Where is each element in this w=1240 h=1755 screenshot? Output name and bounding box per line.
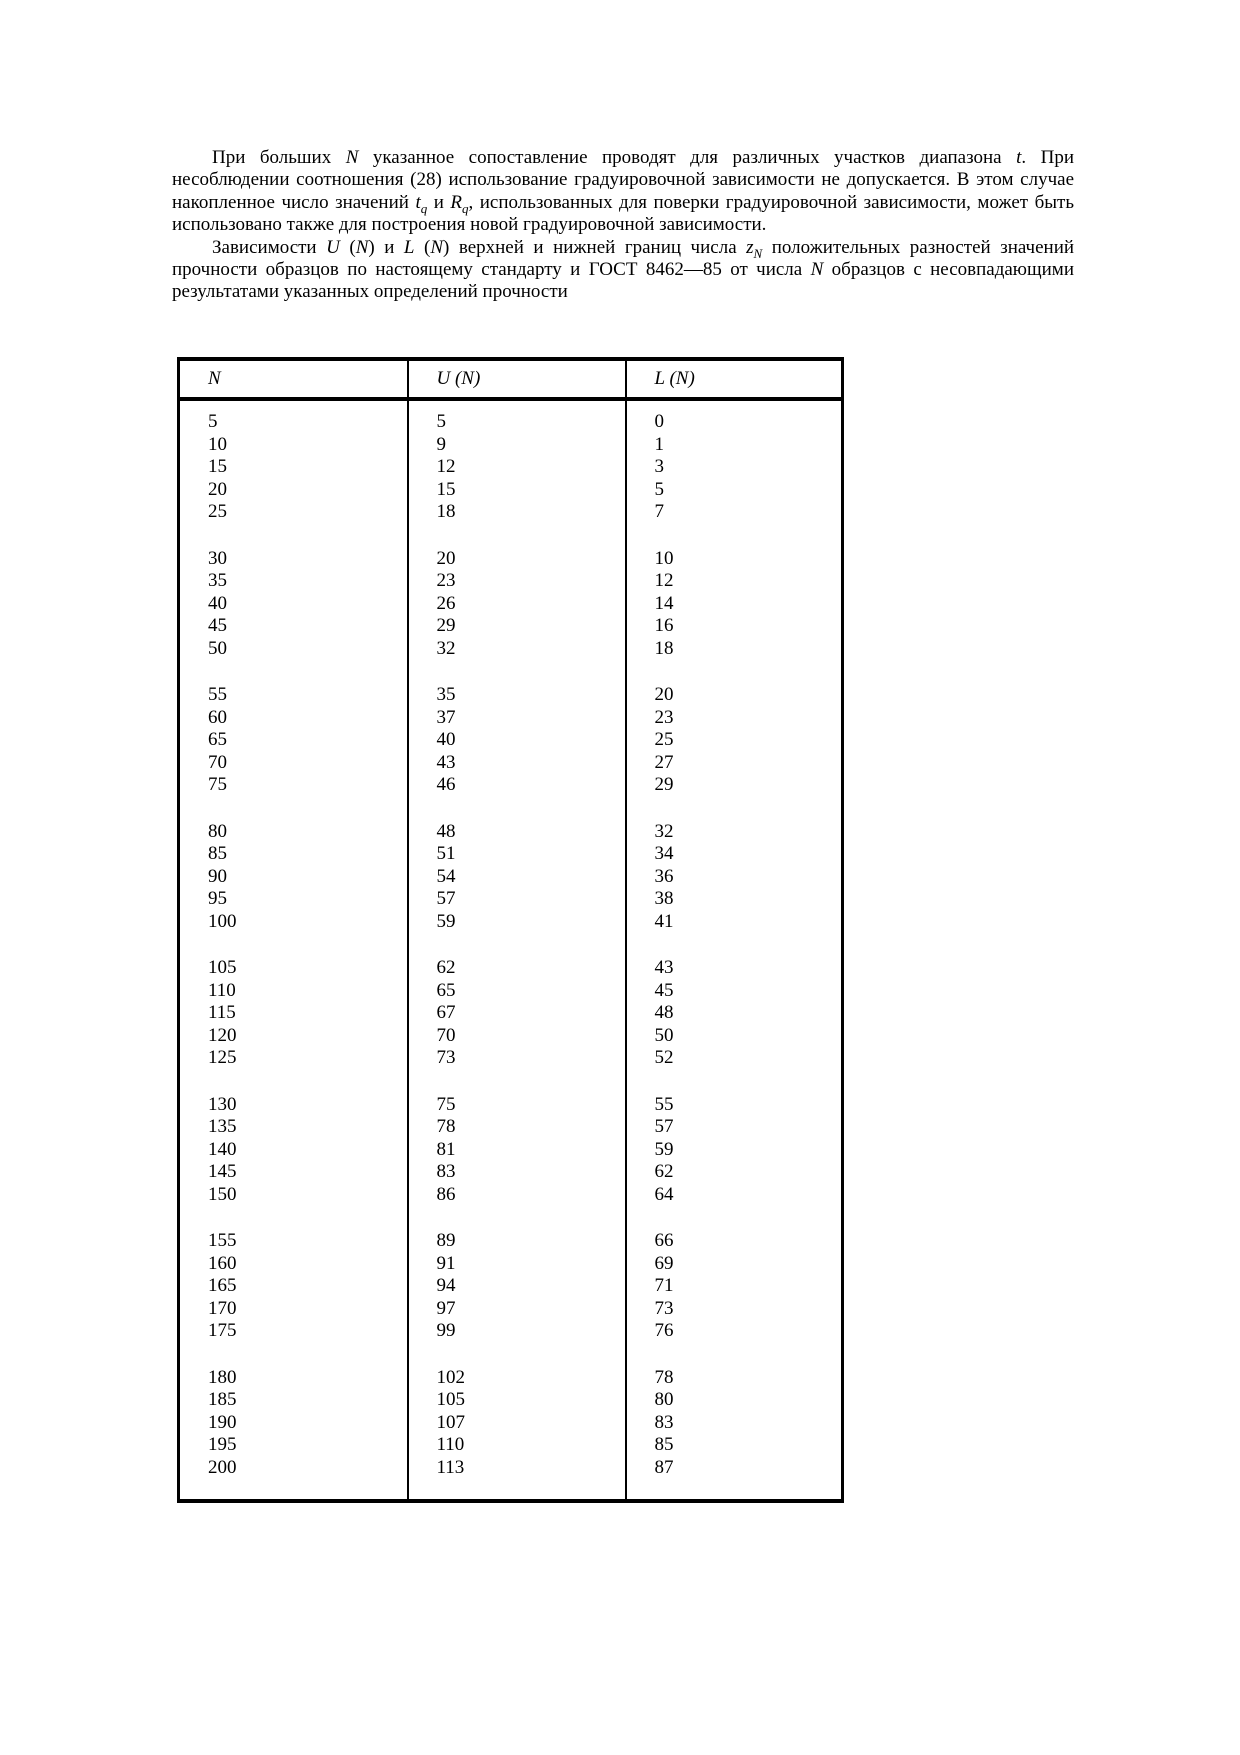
cell-n: 180 bbox=[179, 1367, 408, 1390]
spacer-cell bbox=[408, 1343, 626, 1367]
cell-l: 12 bbox=[654, 570, 674, 591]
table-row bbox=[179, 911, 843, 934]
cell-u: 57 bbox=[408, 888, 626, 911]
spacer-row bbox=[179, 933, 843, 957]
spacer-cell bbox=[179, 1343, 408, 1367]
table-head bbox=[179, 359, 843, 399]
cell-l: 32 bbox=[654, 820, 674, 842]
cell-l: 87 bbox=[654, 1456, 674, 1478]
cell-n: 25 bbox=[179, 501, 408, 524]
spacer-cell bbox=[179, 1206, 408, 1230]
spacer-cell bbox=[179, 797, 408, 821]
cell-l: 85 bbox=[654, 1434, 674, 1455]
cell-u: 23 bbox=[408, 570, 626, 593]
math-symbol: L bbox=[403, 236, 415, 258]
cell-l: 38 bbox=[654, 888, 674, 909]
spacer-cell bbox=[408, 660, 626, 684]
table-row bbox=[179, 456, 843, 479]
spacer-cell bbox=[408, 1479, 626, 1501]
math-symbol: N bbox=[345, 147, 359, 168]
cell-u: 35 bbox=[408, 684, 626, 707]
cell-u: 5 bbox=[408, 411, 626, 434]
table-row bbox=[179, 1025, 843, 1048]
cell-u: 32 bbox=[408, 638, 626, 661]
cell-u: 83 bbox=[408, 1161, 626, 1184]
cell-n: 40 bbox=[179, 593, 408, 616]
cell-n: 85 bbox=[179, 843, 408, 866]
cell-u: 48 bbox=[408, 821, 626, 844]
cell-n: 125 bbox=[179, 1047, 408, 1070]
cell-l: 25 bbox=[654, 729, 674, 750]
cell-n: 80 bbox=[179, 821, 408, 844]
table-row bbox=[179, 707, 843, 730]
cell-n: 145 bbox=[179, 1161, 408, 1184]
cell-l: 0 bbox=[654, 411, 664, 432]
cell-u: 107 bbox=[408, 1412, 626, 1435]
cell-n: 165 bbox=[179, 1275, 408, 1298]
cell-l: 10 bbox=[654, 547, 674, 569]
cell-n: 45 bbox=[179, 615, 408, 638]
cell-l: 20 bbox=[654, 684, 674, 705]
cell-u: 81 bbox=[408, 1139, 626, 1162]
table-row bbox=[179, 866, 843, 889]
cell-l: 27 bbox=[654, 751, 674, 773]
table-row bbox=[179, 1389, 843, 1412]
cell-l: 57 bbox=[654, 1116, 674, 1137]
cell-n: 155 bbox=[179, 1230, 408, 1253]
table-row bbox=[179, 1457, 843, 1480]
table-row bbox=[179, 821, 843, 844]
cell-n: 50 bbox=[179, 638, 408, 661]
cell-u: 89 bbox=[408, 1230, 626, 1253]
cell-u: 46 bbox=[408, 774, 626, 797]
paragraph-dependencies: Зависимости U (N) и L (N) верхней и нижней границ числа $z_N$ положительных разностей значений прочности образцов по настоящему стандарту и ГОСТ 8462—85 от числа N образцов с несовпадающими результатами указанных определений прочности bbox=[172, 236, 1075, 303]
spacer-row bbox=[179, 524, 843, 548]
cell-n: 110 bbox=[179, 980, 408, 1003]
table-row bbox=[179, 593, 843, 616]
table-row bbox=[179, 957, 843, 980]
table-row bbox=[179, 548, 843, 571]
cell-u: 94 bbox=[408, 1275, 626, 1298]
table-row bbox=[179, 411, 843, 434]
math-symbol: t bbox=[1016, 147, 1022, 168]
spacer-cell bbox=[626, 524, 843, 548]
table-row bbox=[179, 1320, 843, 1343]
table-row bbox=[179, 1412, 843, 1435]
cell-u: 110 bbox=[408, 1434, 626, 1457]
cell-l: 16 bbox=[654, 615, 674, 636]
table-row bbox=[179, 434, 843, 457]
cell-u: 73 bbox=[408, 1047, 626, 1070]
cell-u: 97 bbox=[408, 1298, 626, 1321]
cell-l: 71 bbox=[654, 1275, 674, 1296]
cell-u: 9 bbox=[408, 434, 626, 457]
cell-n: 195 bbox=[179, 1434, 408, 1457]
cell-u: 37 bbox=[408, 707, 626, 730]
table-row bbox=[179, 570, 843, 593]
header-row bbox=[179, 359, 843, 399]
math-symbol: N bbox=[810, 259, 824, 281]
table-row bbox=[179, 888, 843, 911]
spacer-cell bbox=[179, 1479, 408, 1501]
cell-u: 18 bbox=[408, 501, 626, 524]
cell-l: 69 bbox=[654, 1252, 674, 1274]
table-row bbox=[179, 752, 843, 775]
subscript: q bbox=[420, 200, 428, 216]
cell-n: 200 bbox=[179, 1457, 408, 1480]
spacer-cell bbox=[408, 933, 626, 957]
cell-l: 5 bbox=[654, 478, 664, 500]
cell-u: 65 bbox=[408, 980, 626, 1003]
cell-u: 70 bbox=[408, 1025, 626, 1048]
cell-u: 62 bbox=[408, 957, 626, 980]
table-row bbox=[179, 1184, 843, 1207]
cell-n: 115 bbox=[179, 1002, 408, 1025]
cell-u: 43 bbox=[408, 752, 626, 775]
cell-n: 65 bbox=[179, 729, 408, 752]
table-row bbox=[179, 1434, 843, 1457]
cell-u: 54 bbox=[408, 866, 626, 889]
table-row bbox=[179, 1116, 843, 1139]
cell-n: 15 bbox=[179, 456, 408, 479]
spacer-cell bbox=[179, 524, 408, 548]
spacer-cell bbox=[408, 1206, 626, 1230]
table-row bbox=[179, 1139, 843, 1162]
cell-u: 40 bbox=[408, 729, 626, 752]
cell-n: 70 bbox=[179, 752, 408, 775]
table-row bbox=[179, 1002, 843, 1025]
cell-u: 26 bbox=[408, 593, 626, 616]
table-row bbox=[179, 1094, 843, 1117]
cell-n: 75 bbox=[179, 774, 408, 797]
math-symbol: N bbox=[430, 236, 443, 258]
spacer-row bbox=[179, 1070, 843, 1094]
cell-n: 190 bbox=[179, 1412, 408, 1435]
spacer-row bbox=[179, 797, 843, 821]
table-row bbox=[179, 843, 843, 866]
column-header-n: N bbox=[179, 359, 408, 399]
table-row bbox=[179, 684, 843, 707]
cell-l: 66 bbox=[654, 1230, 674, 1251]
cell-u: 59 bbox=[408, 911, 626, 934]
spacer-cell bbox=[179, 1070, 408, 1094]
cell-u: 102 bbox=[408, 1367, 626, 1390]
cell-l: 50 bbox=[654, 1024, 674, 1046]
subscript: N bbox=[753, 245, 763, 261]
cell-l: 3 bbox=[654, 456, 664, 477]
cell-n: 60 bbox=[179, 707, 408, 730]
cell-u: 99 bbox=[408, 1320, 626, 1343]
cell-l: 7 bbox=[654, 501, 664, 522]
cell-u: 78 bbox=[408, 1116, 626, 1139]
cell-l: 83 bbox=[654, 1411, 674, 1433]
paragraph-intro: При больших N указанное сопоставление проводят для различных участков диапазона t. При несоблюдении соотношения (28) использование градуировочной зависимости не допускается. В этом случае накопленное число значений $t_q$ и $R_q$, использованных для поверки градуировочной зависимости, может быть использовано также для построения новой градуировочной зависимости. bbox=[172, 147, 1074, 236]
cell-l: 64 bbox=[654, 1183, 674, 1205]
cell-l: 62 bbox=[654, 1161, 674, 1182]
cell-l: 52 bbox=[654, 1047, 674, 1068]
table-row bbox=[179, 1275, 843, 1298]
cell-l: 78 bbox=[654, 1366, 674, 1388]
cell-n: 10 bbox=[179, 434, 408, 457]
spacer-cell bbox=[626, 933, 843, 957]
cell-u: 12 bbox=[408, 456, 626, 479]
math-symbol: z bbox=[746, 236, 754, 258]
table-row bbox=[179, 729, 843, 752]
cell-l: 45 bbox=[654, 979, 674, 1001]
column-header-u: U (N) bbox=[408, 359, 626, 399]
cell-n: 120 bbox=[179, 1025, 408, 1048]
table-row bbox=[179, 1253, 843, 1276]
cell-n: 140 bbox=[179, 1139, 408, 1162]
cell-l: 14 bbox=[654, 592, 674, 614]
cell-u: 15 bbox=[408, 479, 626, 502]
cell-n: 95 bbox=[179, 888, 408, 911]
table-row bbox=[179, 774, 843, 797]
cell-n: 55 bbox=[179, 684, 408, 707]
subscript: q bbox=[462, 200, 469, 216]
spacer-row bbox=[179, 399, 843, 411]
cell-l: 73 bbox=[654, 1297, 674, 1319]
table-row bbox=[179, 615, 843, 638]
spacer-cell bbox=[179, 660, 408, 684]
cell-l: 80 bbox=[654, 1389, 674, 1410]
cell-l: 76 bbox=[654, 1320, 674, 1341]
spacer-cell bbox=[626, 1479, 843, 1501]
spacer-cell bbox=[626, 1206, 843, 1230]
text-block bbox=[172, 147, 1074, 304]
cell-n: 185 bbox=[179, 1389, 408, 1412]
spacer-cell bbox=[179, 399, 408, 411]
cell-n: 100 bbox=[179, 911, 408, 934]
spacer-row bbox=[179, 1343, 843, 1367]
cell-n: 170 bbox=[179, 1298, 408, 1321]
cell-n: 160 bbox=[179, 1253, 408, 1276]
spacer-cell bbox=[408, 797, 626, 821]
cell-l: 43 bbox=[654, 957, 674, 978]
spacer-cell bbox=[408, 399, 626, 411]
spacer-cell bbox=[626, 399, 843, 411]
cell-u: 67 bbox=[408, 1002, 626, 1025]
cell-u: 105 bbox=[408, 1389, 626, 1412]
table-row bbox=[179, 1047, 843, 1070]
cell-u: 20 bbox=[408, 548, 626, 571]
cell-l: 34 bbox=[654, 843, 674, 864]
cell-l: 48 bbox=[654, 1002, 674, 1023]
cell-n: 90 bbox=[179, 866, 408, 889]
table-row bbox=[179, 1298, 843, 1321]
cell-l: 59 bbox=[654, 1138, 674, 1160]
spacer-cell bbox=[408, 1070, 626, 1094]
spacer-cell bbox=[626, 797, 843, 821]
spacer-cell bbox=[626, 1070, 843, 1094]
spacer-cell bbox=[179, 933, 408, 957]
cell-l: 41 bbox=[654, 910, 674, 932]
cell-l: 1 bbox=[654, 433, 664, 455]
spacer-cell bbox=[626, 660, 843, 684]
cell-l: 23 bbox=[654, 706, 674, 728]
cell-n: 35 bbox=[179, 570, 408, 593]
cell-u: 29 bbox=[408, 615, 626, 638]
cell-n: 5 bbox=[179, 411, 408, 434]
cell-n: 130 bbox=[179, 1094, 408, 1117]
cell-n: 150 bbox=[179, 1184, 408, 1207]
math-symbol: t bbox=[415, 191, 421, 213]
cell-u: 91 bbox=[408, 1253, 626, 1276]
table-row bbox=[179, 1161, 843, 1184]
math-symbol: N bbox=[355, 236, 369, 258]
table-row bbox=[179, 479, 843, 502]
table-row bbox=[179, 501, 843, 524]
cell-u: 86 bbox=[408, 1184, 626, 1207]
spacer-row bbox=[179, 1206, 843, 1230]
cell-n: 135 bbox=[179, 1116, 408, 1139]
cell-n: 105 bbox=[179, 957, 408, 980]
cell-n: 30 bbox=[179, 548, 408, 571]
spacer-cell bbox=[408, 524, 626, 548]
cell-n: 175 bbox=[179, 1320, 408, 1343]
table-row bbox=[179, 1230, 843, 1253]
spacer-row bbox=[179, 1479, 843, 1501]
math-symbol: R bbox=[450, 191, 462, 213]
math-symbol: U bbox=[326, 236, 340, 258]
table-row bbox=[179, 1367, 843, 1390]
table-body bbox=[179, 399, 843, 1501]
cell-l: 29 bbox=[654, 774, 674, 795]
spacer-cell bbox=[626, 1343, 843, 1367]
cell-l: 18 bbox=[654, 637, 674, 659]
cell-u: 51 bbox=[408, 843, 626, 866]
cell-l: 55 bbox=[654, 1093, 674, 1115]
cell-u: 75 bbox=[408, 1094, 626, 1117]
spacer-row bbox=[179, 660, 843, 684]
cell-l: 36 bbox=[654, 865, 674, 887]
table-row bbox=[179, 980, 843, 1003]
bounds-table bbox=[177, 357, 844, 1503]
table-row bbox=[179, 638, 843, 661]
column-header-l: L (N) bbox=[654, 368, 695, 389]
cell-n: 20 bbox=[179, 479, 408, 502]
cell-u: 113 bbox=[408, 1457, 626, 1480]
